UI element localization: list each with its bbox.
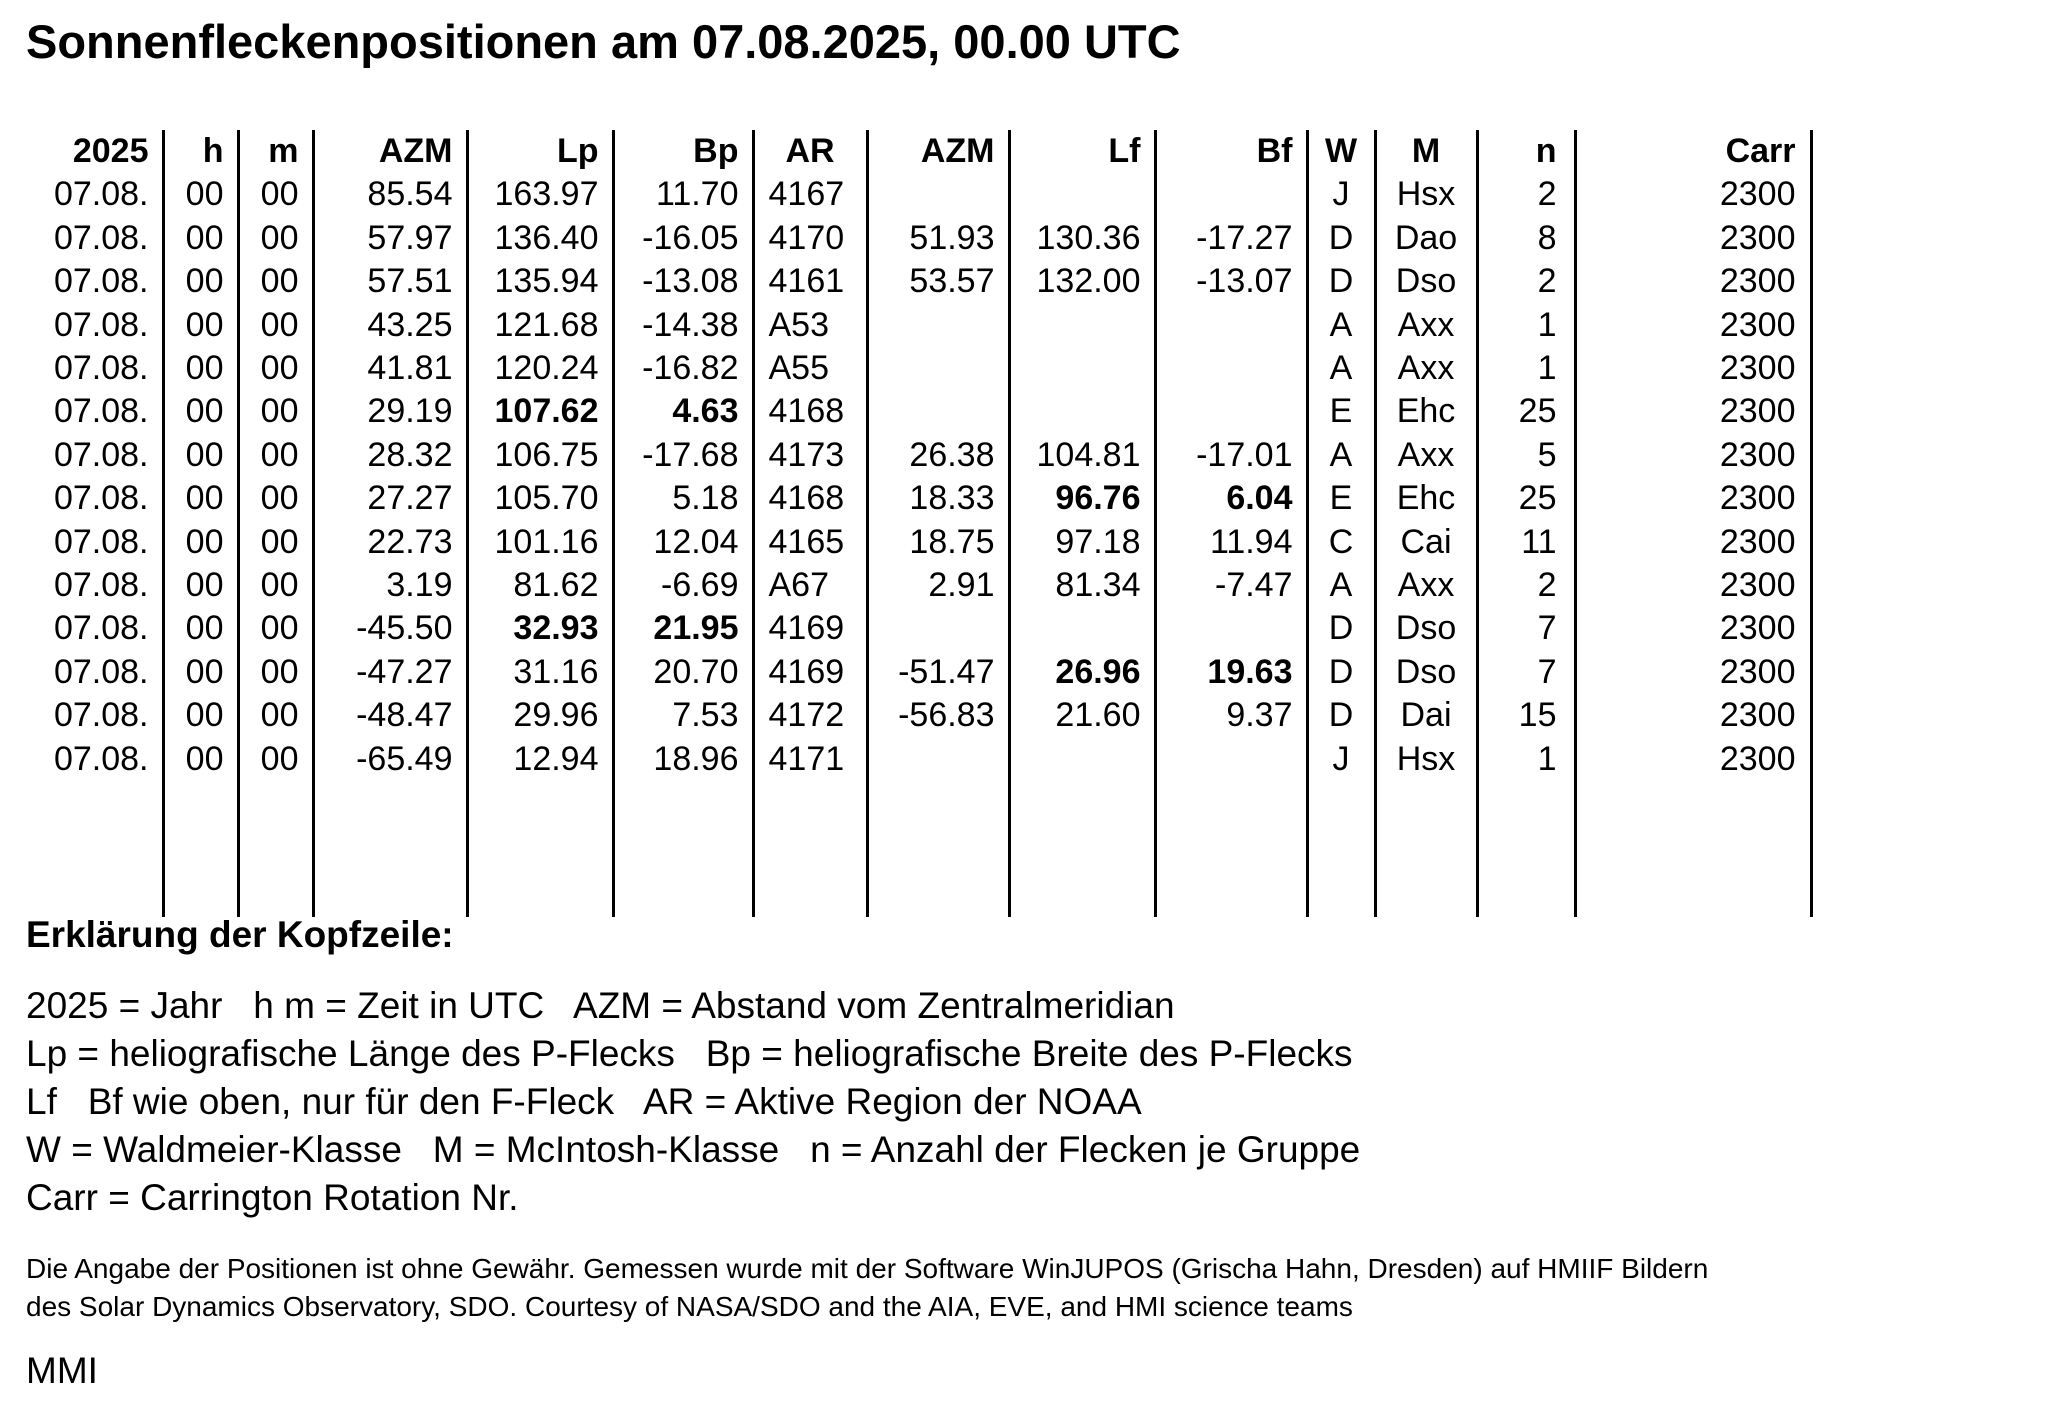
count-cell: 1: [1477, 347, 1575, 390]
lf-cell: 26.96: [1009, 651, 1155, 694]
waldmeier-cell: E: [1307, 390, 1375, 433]
minute-cell: 00: [238, 607, 313, 650]
table-row: [24, 738, 1811, 781]
mcintosh-cell: Ehc: [1375, 477, 1477, 520]
hour-cell: 00: [163, 173, 238, 216]
lp-cell: 120.24: [467, 347, 613, 390]
azm-p-cell: -65.49: [313, 738, 467, 781]
carrington-cell: 2300: [1575, 738, 1811, 781]
minute-cell: 00: [238, 738, 313, 781]
ar-cell: 4165: [753, 521, 867, 564]
minute-cell: 00: [238, 694, 313, 737]
carrington-cell: 2300: [1575, 434, 1811, 477]
carrington-cell: 2300: [1575, 173, 1811, 216]
azm-f-cell: [867, 173, 1009, 216]
mcintosh-cell: Dso: [1375, 651, 1477, 694]
bf-cell: -17.27: [1155, 217, 1307, 260]
ar-cell: A55: [753, 347, 867, 390]
empty-cell: [1375, 781, 1477, 917]
lf-cell: [1009, 173, 1155, 216]
lp-cell: 107.62: [467, 390, 613, 433]
mcintosh-cell: Axx: [1375, 564, 1477, 607]
waldmeier-cell: D: [1307, 694, 1375, 737]
minute-cell: 00: [238, 304, 313, 347]
hour-cell: 00: [163, 347, 238, 390]
ar-cell: A53: [753, 304, 867, 347]
azm-p-cell: -48.47: [313, 694, 467, 737]
bp-cell: 21.95: [613, 607, 753, 650]
bf-cell: -17.01: [1155, 434, 1307, 477]
date-cell: 07.08.: [24, 173, 163, 216]
table-row: [24, 477, 1811, 520]
header-bp: Bp: [613, 130, 753, 173]
legend-line: 2025 = Jahr h m = Zeit in UTC AZM = Abstand vom Zentralmeridian: [26, 985, 1175, 1026]
empty-cell: [753, 781, 867, 917]
hour-cell: 00: [163, 607, 238, 650]
header-mcintosh: M: [1375, 130, 1477, 173]
ar-cell: 4168: [753, 390, 867, 433]
empty-cell: [24, 781, 163, 917]
header-count: n: [1477, 130, 1575, 173]
mcintosh-cell: Axx: [1375, 304, 1477, 347]
waldmeier-cell: J: [1307, 173, 1375, 216]
minute-cell: 00: [238, 217, 313, 260]
count-cell: 2: [1477, 564, 1575, 607]
azm-f-cell: [867, 347, 1009, 390]
waldmeier-cell: D: [1307, 651, 1375, 694]
ar-cell: 4168: [753, 477, 867, 520]
date-cell: 07.08.: [24, 738, 163, 781]
azm-f-cell: 51.93: [867, 217, 1009, 260]
count-cell: 7: [1477, 651, 1575, 694]
lp-cell: 121.68: [467, 304, 613, 347]
minute-cell: 00: [238, 521, 313, 564]
table-row: [24, 434, 1811, 477]
legend-line: Lp = heliografische Länge des P-Flecks Bp = heliografische Breite des P-Flecks: [26, 1033, 1353, 1074]
waldmeier-cell: J: [1307, 738, 1375, 781]
lf-cell: [1009, 607, 1155, 650]
table-row: [24, 173, 1811, 216]
table-row: [24, 347, 1811, 390]
header-waldmeier: W: [1307, 130, 1375, 173]
empty-cell: [163, 781, 238, 917]
ar-cell: 4167: [753, 173, 867, 216]
waldmeier-cell: C: [1307, 521, 1375, 564]
bp-cell: 7.53: [613, 694, 753, 737]
date-cell: 07.08.: [24, 217, 163, 260]
lf-cell: 21.60: [1009, 694, 1155, 737]
waldmeier-cell: E: [1307, 477, 1375, 520]
legend-line: Lf Bf wie oben, nur für den F-Fleck AR = Aktive Region der NOAA: [26, 1081, 1142, 1122]
count-cell: 11: [1477, 521, 1575, 564]
legend-line: W = Waldmeier-Klasse M = McIntosh-Klasse n = Anzahl der Flecken je Gruppe: [26, 1129, 1361, 1170]
azm-f-cell: [867, 390, 1009, 433]
mcintosh-cell: Cai: [1375, 521, 1477, 564]
date-cell: 07.08.: [24, 607, 163, 650]
count-cell: 15: [1477, 694, 1575, 737]
lf-cell: 97.18: [1009, 521, 1155, 564]
date-cell: 07.08.: [24, 694, 163, 737]
mcintosh-cell: Dao: [1375, 217, 1477, 260]
lp-cell: 32.93: [467, 607, 613, 650]
empty-cell: [867, 781, 1009, 917]
count-cell: 8: [1477, 217, 1575, 260]
lf-cell: 96.76: [1009, 477, 1155, 520]
table-row: [24, 694, 1811, 737]
carrington-cell: 2300: [1575, 477, 1811, 520]
empty-cell: [1477, 781, 1575, 917]
lp-cell: 29.96: [467, 694, 613, 737]
bf-cell: -13.07: [1155, 260, 1307, 303]
header-lp: Lp: [467, 130, 613, 173]
waldmeier-cell: A: [1307, 304, 1375, 347]
table-row: [24, 521, 1811, 564]
minute-cell: 00: [238, 260, 313, 303]
azm-f-cell: -56.83: [867, 694, 1009, 737]
count-cell: 25: [1477, 477, 1575, 520]
carrington-cell: 2300: [1575, 694, 1811, 737]
table-row: [24, 217, 1811, 260]
table-row: [24, 260, 1811, 303]
empty-cell: [1575, 781, 1811, 917]
azm-f-cell: 26.38: [867, 434, 1009, 477]
date-cell: 07.08.: [24, 260, 163, 303]
carrington-cell: 2300: [1575, 217, 1811, 260]
lp-cell: 31.16: [467, 651, 613, 694]
hour-cell: 00: [163, 390, 238, 433]
ar-cell: 4161: [753, 260, 867, 303]
bp-cell: 5.18: [613, 477, 753, 520]
minute-cell: 00: [238, 477, 313, 520]
mcintosh-cell: Hsx: [1375, 173, 1477, 216]
azm-p-cell: 43.25: [313, 304, 467, 347]
azm-p-cell: 41.81: [313, 347, 467, 390]
azm-p-cell: 29.19: [313, 390, 467, 433]
lp-cell: 12.94: [467, 738, 613, 781]
bp-cell: 18.96: [613, 738, 753, 781]
count-cell: 7: [1477, 607, 1575, 650]
page-title: Sonnenfleckenpositionen am 07.08.2025, 00.00 UTC: [26, 15, 1181, 68]
count-cell: 1: [1477, 738, 1575, 781]
hour-cell: 00: [163, 564, 238, 607]
disclaimer-line: Die Angabe der Positionen ist ohne Gewähr. Gemessen wurde mit der Software WinJUPOS (Grischa Hahn, Dresden) auf HMIIF Bildern: [26, 1253, 1709, 1284]
azm-f-cell: [867, 738, 1009, 781]
header-azm-f: AZM: [867, 130, 1009, 173]
azm-f-cell: 18.75: [867, 521, 1009, 564]
table-row: [24, 607, 1811, 650]
minute-cell: 00: [238, 390, 313, 433]
bp-cell: 12.04: [613, 521, 753, 564]
author-signature: MMI: [26, 1350, 98, 1391]
bp-cell: 20.70: [613, 651, 753, 694]
azm-f-cell: [867, 607, 1009, 650]
date-cell: 07.08.: [24, 347, 163, 390]
count-cell: 1: [1477, 304, 1575, 347]
mcintosh-cell: Hsx: [1375, 738, 1477, 781]
table-row: [24, 390, 1811, 433]
count-cell: 2: [1477, 260, 1575, 303]
legend-heading: Erklärung der Kopfzeile:: [26, 914, 454, 955]
ar-cell: 4169: [753, 651, 867, 694]
empty-cell: [613, 781, 753, 917]
hour-cell: 00: [163, 217, 238, 260]
bf-cell: -7.47: [1155, 564, 1307, 607]
bf-cell: [1155, 173, 1307, 216]
hour-cell: 00: [163, 477, 238, 520]
waldmeier-cell: A: [1307, 564, 1375, 607]
lp-cell: 136.40: [467, 217, 613, 260]
ar-cell: 4169: [753, 607, 867, 650]
azm-f-cell: 18.33: [867, 477, 1009, 520]
header-hour: h: [163, 130, 238, 173]
waldmeier-cell: D: [1307, 217, 1375, 260]
hour-cell: 00: [163, 304, 238, 347]
header-lf: Lf: [1009, 130, 1155, 173]
count-cell: 5: [1477, 434, 1575, 477]
header-carrington: Carr: [1575, 130, 1811, 173]
lf-cell: [1009, 738, 1155, 781]
ar-cell: 4170: [753, 217, 867, 260]
lp-cell: 135.94: [467, 260, 613, 303]
empty-cell: [1009, 781, 1155, 917]
ar-cell: 4173: [753, 434, 867, 477]
hour-cell: 00: [163, 694, 238, 737]
azm-p-cell: 57.97: [313, 217, 467, 260]
bf-cell: [1155, 390, 1307, 433]
count-cell: 25: [1477, 390, 1575, 433]
bf-cell: [1155, 304, 1307, 347]
lf-cell: 130.36: [1009, 217, 1155, 260]
minute-cell: 00: [238, 347, 313, 390]
azm-p-cell: 27.27: [313, 477, 467, 520]
disclaimer-line: des Solar Dynamics Observatory, SDO. Courtesy of NASA/SDO and the AIA, EVE, and HMI science teams: [26, 1291, 1353, 1322]
date-cell: 07.08.: [24, 477, 163, 520]
legend-line: Carr = Carrington Rotation Nr.: [26, 1177, 519, 1218]
waldmeier-cell: D: [1307, 260, 1375, 303]
lp-cell: 163.97: [467, 173, 613, 216]
mcintosh-cell: Dai: [1375, 694, 1477, 737]
azm-f-cell: 2.91: [867, 564, 1009, 607]
date-cell: 07.08.: [24, 521, 163, 564]
carrington-cell: 2300: [1575, 521, 1811, 564]
header-azm-p: AZM: [313, 130, 467, 173]
waldmeier-cell: A: [1307, 434, 1375, 477]
table-row: [24, 651, 1811, 694]
legend: [26, 982, 1360, 1222]
header-bf: Bf: [1155, 130, 1307, 173]
table-body: [24, 173, 1811, 917]
bp-cell: -16.82: [613, 347, 753, 390]
lf-cell: [1009, 347, 1155, 390]
lp-cell: 101.16: [467, 521, 613, 564]
bf-cell: 6.04: [1155, 477, 1307, 520]
disclaimer: [26, 1250, 2036, 1326]
azm-f-cell: -51.47: [867, 651, 1009, 694]
empty-cell: [1307, 781, 1375, 917]
minute-cell: 00: [238, 173, 313, 216]
carrington-cell: 2300: [1575, 564, 1811, 607]
bf-cell: 11.94: [1155, 521, 1307, 564]
table-row: [24, 564, 1811, 607]
mcintosh-cell: Axx: [1375, 434, 1477, 477]
empty-cell: [313, 781, 467, 917]
hour-cell: 00: [163, 521, 238, 564]
hour-cell: 00: [163, 434, 238, 477]
date-cell: 07.08.: [24, 434, 163, 477]
lf-cell: [1009, 304, 1155, 347]
minute-cell: 00: [238, 434, 313, 477]
header-ar: AR: [753, 130, 867, 173]
minute-cell: 00: [238, 564, 313, 607]
bf-cell: 19.63: [1155, 651, 1307, 694]
table-header-row: [24, 130, 1811, 173]
azm-f-cell: 53.57: [867, 260, 1009, 303]
mcintosh-cell: Ehc: [1375, 390, 1477, 433]
lf-cell: 81.34: [1009, 564, 1155, 607]
empty-cell: [1155, 781, 1307, 917]
azm-p-cell: 85.54: [313, 173, 467, 216]
bp-cell: 4.63: [613, 390, 753, 433]
lp-cell: 106.75: [467, 434, 613, 477]
azm-p-cell: 3.19: [313, 564, 467, 607]
bf-cell: 9.37: [1155, 694, 1307, 737]
bp-cell: -14.38: [613, 304, 753, 347]
table-row: [24, 304, 1811, 347]
lp-cell: 105.70: [467, 477, 613, 520]
bp-cell: -6.69: [613, 564, 753, 607]
mcintosh-cell: Dso: [1375, 260, 1477, 303]
lf-cell: 132.00: [1009, 260, 1155, 303]
bp-cell: -13.08: [613, 260, 753, 303]
date-cell: 07.08.: [24, 651, 163, 694]
hour-cell: 00: [163, 651, 238, 694]
ar-cell: 4172: [753, 694, 867, 737]
mcintosh-cell: Axx: [1375, 347, 1477, 390]
header-minute: m: [238, 130, 313, 173]
azm-p-cell: -45.50: [313, 607, 467, 650]
minute-cell: 00: [238, 651, 313, 694]
date-cell: 07.08.: [24, 390, 163, 433]
azm-p-cell: 57.51: [313, 260, 467, 303]
azm-p-cell: 22.73: [313, 521, 467, 564]
ar-cell: 4171: [753, 738, 867, 781]
date-cell: 07.08.: [24, 564, 163, 607]
waldmeier-cell: D: [1307, 607, 1375, 650]
mcintosh-cell: Dso: [1375, 607, 1477, 650]
bf-cell: [1155, 738, 1307, 781]
header-year: 2025: [24, 130, 163, 173]
bp-cell: -17.68: [613, 434, 753, 477]
carrington-cell: 2300: [1575, 304, 1811, 347]
sunspot-positions-table: [24, 130, 1813, 917]
bf-cell: [1155, 607, 1307, 650]
empty-cell: [467, 781, 613, 917]
hour-cell: 00: [163, 738, 238, 781]
azm-p-cell: -47.27: [313, 651, 467, 694]
count-cell: 2: [1477, 173, 1575, 216]
table-filler-row: [24, 781, 1811, 917]
azm-f-cell: [867, 304, 1009, 347]
carrington-cell: 2300: [1575, 347, 1811, 390]
bf-cell: [1155, 347, 1307, 390]
bp-cell: 11.70: [613, 173, 753, 216]
bp-cell: -16.05: [613, 217, 753, 260]
lp-cell: 81.62: [467, 564, 613, 607]
azm-p-cell: 28.32: [313, 434, 467, 477]
carrington-cell: 2300: [1575, 651, 1811, 694]
carrington-cell: 2300: [1575, 390, 1811, 433]
lf-cell: 104.81: [1009, 434, 1155, 477]
empty-cell: [238, 781, 313, 917]
date-cell: 07.08.: [24, 304, 163, 347]
carrington-cell: 2300: [1575, 260, 1811, 303]
waldmeier-cell: A: [1307, 347, 1375, 390]
hour-cell: 00: [163, 260, 238, 303]
carrington-cell: 2300: [1575, 607, 1811, 650]
lf-cell: [1009, 390, 1155, 433]
ar-cell: A67: [753, 564, 867, 607]
